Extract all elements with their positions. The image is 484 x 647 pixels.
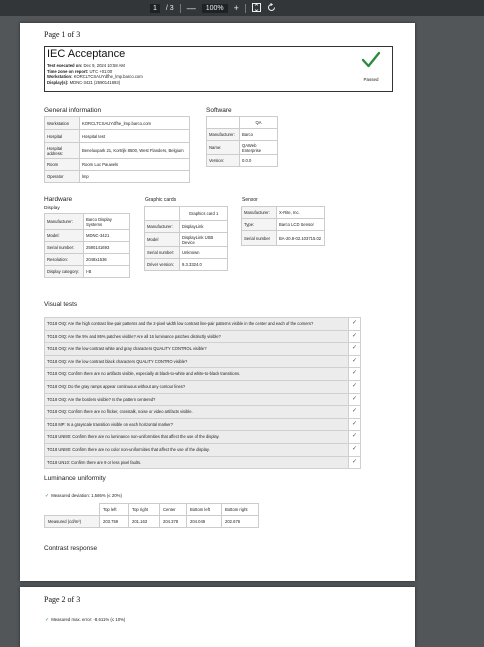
- section-title-software: Software: [206, 107, 232, 114]
- table-row: Serial number BA-20.8-02.103715.02: [242, 231, 325, 246]
- table-row: Driver version: 9.3.3324.0: [145, 259, 228, 271]
- check-icon: ✓: [348, 342, 361, 356]
- toolbar-divider: [180, 4, 181, 13]
- rotate-button[interactable]: [267, 3, 276, 14]
- section-title-graphics: Graphic cards: [145, 197, 177, 203]
- check-icon: ✓: [348, 393, 361, 407]
- report-title: IEC Acceptance: [47, 48, 126, 60]
- status-text: Passed: [363, 77, 379, 82]
- table-row: Type: Barco LCD Sensor: [242, 219, 325, 231]
- section-title-sensor: Sensor: [242, 197, 258, 203]
- section-title-visual: Visual tests: [44, 301, 78, 308]
- luminance-table: [44, 503, 259, 528]
- table-row: Workstation KORCLTCSAUYdfhe_lmp.barco.com: [45, 117, 190, 130]
- detail-line: Test executed on: Dec 9, 2024 10:58 AM: [47, 63, 125, 68]
- pdf-toolbar: [0, 0, 484, 16]
- check-icon: ✓: [348, 355, 361, 369]
- check-icon: ✓: [45, 617, 50, 623]
- table-row: Name: QAWeb Enterprise: [207, 141, 278, 155]
- table-row: Serial number: 2590141693: [45, 242, 130, 254]
- toolbar-divider: [245, 4, 246, 13]
- rotate-icon: [267, 3, 276, 12]
- list-item: TG18 OIQ: Are the low contrast black characters QUALITY CONTRO visible? ✓: [44, 356, 349, 369]
- section-title-contrast: Contrast response: [44, 545, 98, 552]
- list-item: TG18 OIQ: Are the 5% and 95% patches visible? Are all 16 luminance patches distinctly visible? ✓: [44, 331, 349, 344]
- detail-line: Time zone on report: UTC +01:00: [47, 68, 113, 74]
- table-row: Resolution: 2048x1536: [45, 254, 130, 266]
- table-row: Hospital address: Beneluxpark 21, Kortrijk 8500, West Flanders, Belgium: [45, 143, 190, 159]
- table-header-row: Graphics card 1: [145, 207, 228, 221]
- list-item: TG18 MP: Is a grayscale transition visible on each horizontal marker? ✓: [44, 419, 349, 432]
- fit-page-icon: [252, 3, 261, 12]
- zoom-level-input[interactable]: 100%: [202, 4, 228, 13]
- page-total: / 3: [165, 4, 174, 12]
- check-icon: ✓: [348, 317, 361, 331]
- zoom-in-button[interactable]: +: [233, 2, 239, 13]
- list-item: TG18 UNI80: Confirm there are no luminance non-uniformities that affect the use of the display. ✓: [44, 431, 349, 444]
- subsection-title-display: Display: [44, 206, 60, 211]
- list-item: TG18 UNI80: Confirm there are no color non-uniformities that affect the use of the display. ✓: [44, 444, 349, 457]
- table-row: Hospital Hospital test: [45, 130, 190, 143]
- page-number-input[interactable]: 1: [150, 4, 160, 13]
- display-table: [44, 213, 130, 278]
- list-item: TG18 OIQ: Confirm there are no flicker, crosstalk, noise or video artifacts visible. ✓: [44, 406, 349, 419]
- list-item: TG18 OIQ: Are the high contrast line-pair patterns and the 2-pixel width low contrast line-pair patterns visible in the center and each of the corners? ✓: [44, 317, 349, 331]
- check-icon: ✓: [348, 443, 361, 457]
- table-row: Serial number: Unknown: [145, 247, 228, 259]
- pdf-page-2: [20, 587, 415, 647]
- fit-page-button[interactable]: [252, 3, 261, 14]
- table-row: Manufacturer: Barco: [207, 129, 278, 141]
- list-item: TG18 UN10: Confirm there are 9 or less pixel faults. ✓: [44, 457, 349, 470]
- check-icon: ✓: [348, 380, 361, 394]
- visual-tests-list: [44, 317, 358, 469]
- table-row: Model: MDNC-3421: [45, 230, 130, 242]
- graphics-table: [144, 206, 228, 271]
- check-icon: ✓: [348, 367, 361, 381]
- table-row: Manufacturer: Barco Display Systems: [45, 214, 130, 230]
- detail-line: Workstation: KORCLTCSAUYdfhe_lmp.barco.com: [47, 74, 143, 80]
- list-item: TG18 OIQ: Are the borders visible? Is the pattern centered? ✓: [44, 394, 349, 407]
- table-row: Version: 0.0.0: [207, 155, 278, 167]
- check-icon: ✓: [348, 418, 361, 432]
- table-row: Manufacturer: DisplayLink: [145, 221, 228, 233]
- acceptance-summary: [44, 46, 393, 92]
- check-icon: ✓: [348, 330, 361, 344]
- table-row: Manufacturer: X-Rite, Inc.: [242, 207, 325, 219]
- zoom-out-button[interactable]: —: [186, 2, 196, 13]
- list-item: TG18 OIQ: Confirm there are no artifacts visible, especially at black-to-white and white-to-black transitions. ✓: [44, 368, 349, 381]
- table-row: Measured (cd/m²) 203.759 201.163 204.378 204.049 202.676: [45, 516, 259, 528]
- table-row: Model DisplayLink USB Device: [145, 233, 228, 247]
- luminance-deviation: ✓ Measured deviation: 1.586% (≤ 20%): [45, 493, 122, 499]
- pdf-page-1: [20, 23, 415, 581]
- status-badge: [358, 51, 384, 82]
- page-label: Page 2 of 3: [44, 595, 81, 604]
- acceptance-details: [47, 63, 143, 85]
- section-title-general: General information: [44, 107, 102, 114]
- table-row: Display category: I-B: [45, 266, 130, 278]
- table-row: Operator lmp: [45, 171, 190, 183]
- check-icon: ✓: [348, 405, 361, 419]
- list-item: TG18 OIQ: Do the gray ramps appear continuous without any contour lines? ✓: [44, 381, 349, 394]
- table-header-row: QA: [207, 117, 278, 129]
- check-icon: ✓: [348, 456, 361, 470]
- contrast-max-error: ✓ Measured max. error: -8.611% (≤ 10%): [45, 617, 126, 623]
- section-title-luminance: Luminance uniformity: [44, 475, 106, 482]
- general-info-table: [44, 116, 190, 183]
- software-table: [206, 116, 278, 167]
- table-row: Room Room Luc Pauwels: [45, 159, 190, 171]
- checkmark-icon: [361, 51, 381, 69]
- check-icon: ✓: [348, 430, 361, 444]
- list-item: TG18 OIQ: Are the low contrast white and gray characters QUALITY CONTROL visible? ✓: [44, 343, 349, 356]
- section-title-hardware: Hardware: [44, 196, 73, 203]
- detail-line: Display(s): MDNC-3421 (2590141693): [47, 79, 121, 85]
- page-label: Page 1 of 3: [44, 30, 81, 39]
- check-icon: ✓: [45, 493, 50, 499]
- sensor-table: [241, 206, 325, 246]
- table-header-row: Top left Top right Center Bottom left Bottom right: [45, 504, 259, 516]
